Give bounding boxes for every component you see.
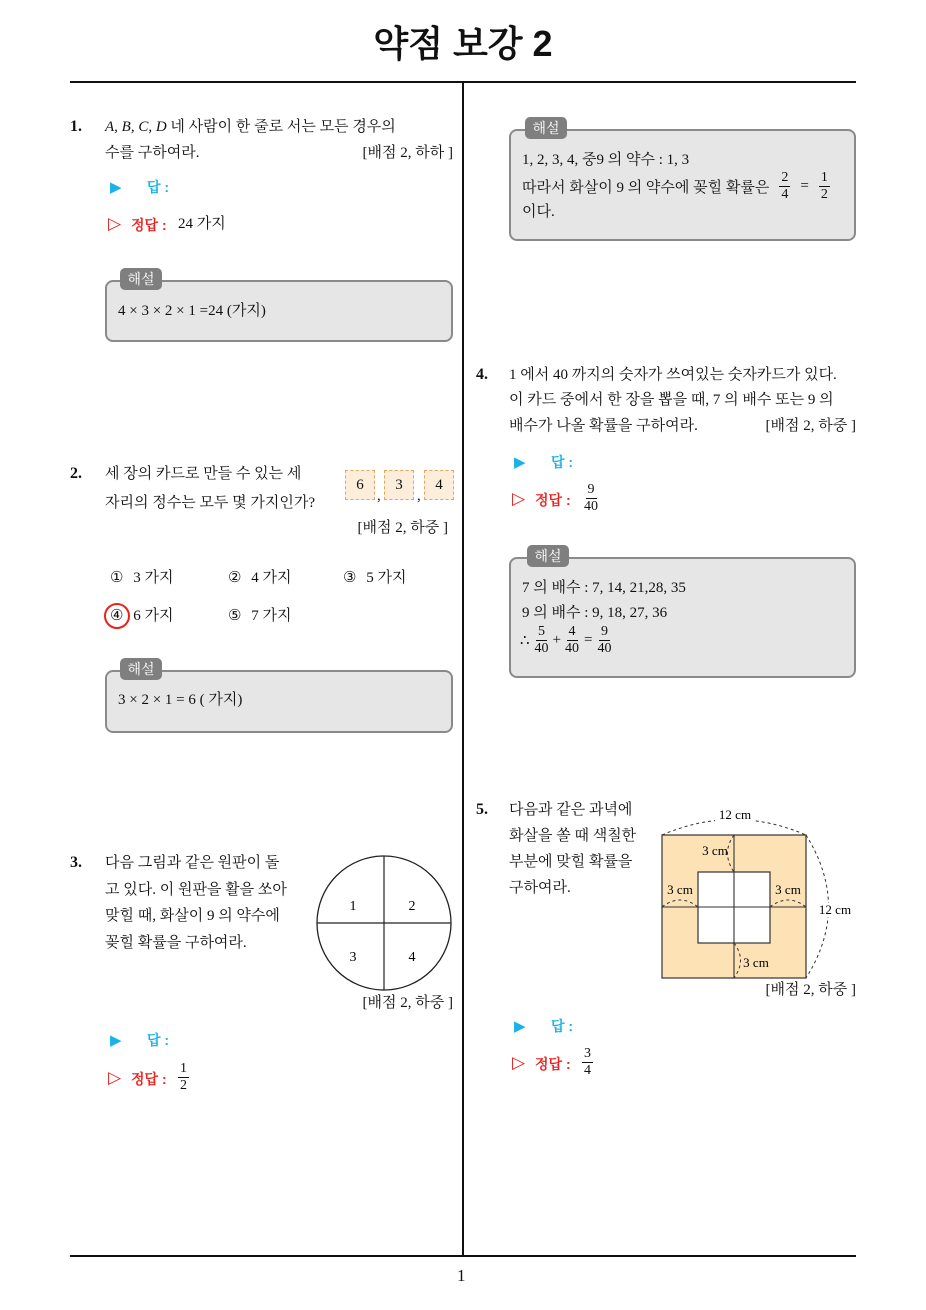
- fraction-numerator: 1: [180, 1061, 187, 1076]
- fraction-numerator: 3: [584, 1046, 591, 1061]
- problem-number: 5.: [476, 801, 488, 818]
- number-card: 6: [345, 470, 375, 500]
- explanation-fraction: [779, 170, 790, 203]
- width-dimension-label: 12 cm: [718, 807, 752, 822]
- problem-text-line: 세 장의 카드로 만들 수 있는 세: [105, 466, 302, 482]
- problem-number: 3.: [70, 854, 82, 871]
- answer-marker-icon: ▶: [514, 453, 526, 471]
- disk-sector-label: 4: [408, 950, 416, 965]
- fraction-numerator: 1: [820, 169, 828, 185]
- answer-label: 답 :: [551, 1018, 574, 1034]
- problem-text-line: 구하여라.: [509, 880, 571, 896]
- answer-label: 답 :: [147, 179, 170, 195]
- choice-marker: ⑤: [228, 608, 242, 624]
- problem-text-line: 맞힐 때, 화살이 9 의 약수에: [105, 908, 280, 924]
- choice-option-3: [343, 569, 406, 587]
- disk-sector-label: 1: [349, 899, 357, 914]
- score-tag: [배점 2, 하하 ]: [362, 145, 453, 161]
- problem-text-line: 이 카드 중에서 한 장을 뽑을 때, 7 의 배수 또는 9 의: [509, 392, 834, 408]
- score-tag: [배점 2, 하중 ]: [765, 982, 856, 998]
- left-margin-label: 3 cm: [667, 882, 693, 897]
- equals-sign: =: [584, 631, 593, 648]
- bottom-margin-label: 3 cm: [743, 955, 769, 970]
- problem-text-line: 꽂힐 확률을 구하여라.: [105, 935, 247, 951]
- explanation-tab: 해설: [527, 545, 569, 567]
- therefore-symbol: ∴: [520, 632, 530, 649]
- choice-option-2: [228, 569, 291, 587]
- explanation-equation-row: [520, 623, 613, 657]
- fraction-denominator: 2: [820, 186, 828, 202]
- correct-marker-icon: ▷: [512, 489, 526, 509]
- top-margin-label: 3 cm: [702, 843, 728, 858]
- correct-label: 정답 :: [535, 492, 571, 508]
- choice-marker: ③: [343, 570, 357, 586]
- problem-text-line: 다음과 같은 과녁에: [509, 802, 633, 818]
- answer-mark-circle: [104, 603, 130, 629]
- answer-marker-icon: ▶: [110, 178, 122, 196]
- choice-option-1: [110, 569, 173, 587]
- card-separator: ,: [417, 488, 421, 504]
- correct-answer-fraction: [582, 482, 600, 515]
- choice-marker: ②: [228, 570, 242, 586]
- problem-variables: A, B, C, D: [105, 119, 167, 135]
- equals-sign: =: [800, 177, 809, 194]
- right-margin-label: 3 cm: [775, 882, 801, 897]
- fraction-denominator: 40: [597, 640, 612, 656]
- fraction-denominator: 40: [534, 640, 549, 656]
- answer-label: 답 :: [551, 454, 574, 470]
- explanation-text: 따라서 화살이 9 의 약수에 꽂힐 확률은: [522, 179, 770, 196]
- choice-marker: ①: [110, 570, 124, 586]
- explanation-probability-row: [522, 169, 830, 203]
- explanation-tab: 해설: [120, 268, 162, 290]
- correct-label: 정답 :: [535, 1056, 571, 1072]
- choice-text: 4 가지: [251, 570, 292, 586]
- column-divider: [462, 82, 464, 1256]
- choice-text: 7 가지: [251, 608, 292, 624]
- page-title: 약점 보강 2: [373, 23, 553, 64]
- explanation-fraction: [819, 170, 830, 203]
- explanation-fraction: [595, 624, 613, 657]
- problem-text-line: 자리의 정수는 모두 몇 가지인가?: [105, 495, 316, 511]
- problem-text-line: [105, 118, 396, 136]
- score-tag: [배점 2, 하중 ]: [357, 520, 448, 536]
- problem-text-line: 고 있다. 이 원판을 활을 쏘아: [105, 882, 287, 898]
- correct-label: 정답 :: [131, 217, 167, 233]
- answer-marker-icon: ▶: [514, 1017, 526, 1035]
- fraction-denominator: 4: [781, 186, 789, 202]
- choice-option-5: [228, 607, 291, 625]
- spinning-disk-figure: [314, 853, 454, 993]
- correct-answer: 24 가지: [178, 216, 226, 232]
- disk-sector-label: 2: [408, 899, 416, 914]
- fraction-denominator: 40: [584, 499, 598, 514]
- problem-text: 네 사람이 한 줄로 서는 모든 경우의: [170, 119, 396, 135]
- height-dimension-label: 12 cm: [818, 902, 852, 917]
- fraction-numerator: 4: [568, 623, 576, 639]
- page-number: 1: [457, 1266, 466, 1285]
- explanation-text: 이다.: [522, 204, 555, 220]
- explanation-tab: 해설: [120, 658, 162, 680]
- answer-marker-icon: ▶: [110, 1031, 122, 1049]
- choice-marker: ④: [110, 608, 124, 624]
- explanation-tab: 해설: [525, 117, 567, 139]
- number-card: 3: [384, 470, 414, 500]
- correct-marker-icon: ▷: [108, 214, 122, 234]
- correct-marker-icon: ▷: [108, 1068, 122, 1088]
- target-figure: [655, 800, 855, 986]
- problem-text-line: 다음 그림과 같은 원판이 돌: [105, 855, 280, 871]
- fraction-numerator: 9: [600, 623, 608, 639]
- fraction-numerator: 9: [587, 482, 595, 497]
- problem-text-line: 부분에 맞힐 확률을: [509, 854, 633, 870]
- plus-sign: +: [552, 631, 562, 648]
- explanation-text: 4 × 3 × 2 × 1 =24 (가지): [118, 303, 266, 319]
- footer-rule: [70, 1255, 856, 1257]
- choice-text: 3 가지: [133, 570, 174, 586]
- choice-text: 5 가지: [366, 570, 407, 586]
- fraction-denominator: 4: [584, 1063, 591, 1078]
- problem-number: 4.: [476, 366, 488, 383]
- problem-number: 2.: [70, 465, 82, 482]
- explanation-text: 1, 2, 3, 4, 중9 의 약수 : 1, 3: [522, 152, 690, 168]
- problem-text-line: 1 에서 40 까지의 숫자가 쓰여있는 숫자카드가 있다.: [509, 367, 837, 383]
- fraction-denominator: 40: [565, 640, 580, 656]
- score-tag: [배점 2, 하중 ]: [765, 418, 856, 434]
- card-separator: ,: [377, 488, 381, 504]
- disk-sector-label: 3: [349, 950, 357, 965]
- fraction-numerator: 5: [538, 623, 546, 639]
- correct-answer-fraction: [178, 1061, 189, 1094]
- fraction-denominator: 2: [180, 1078, 187, 1093]
- score-tag: [배점 2, 하중 ]: [362, 995, 453, 1011]
- fraction-numerator: 2: [781, 169, 789, 185]
- answer-label: 답 :: [147, 1032, 170, 1048]
- correct-label: 정답 :: [131, 1071, 167, 1087]
- explanation-fraction: [533, 624, 551, 657]
- choice-text: 6 가지: [133, 608, 174, 624]
- problem-text-line: 화살을 쏠 때 색칠한: [509, 828, 637, 844]
- explanation-text: 7 의 배수 : 7, 14, 21,28, 35: [522, 580, 686, 596]
- explanation-fraction: [563, 624, 581, 657]
- explanation-text: 3 × 2 × 1 = 6 ( 가지): [118, 692, 243, 708]
- number-card: 4: [424, 470, 454, 500]
- problem-number: 1.: [70, 118, 82, 135]
- problem-text-line: 배수가 나올 확률을 구하여라.: [509, 418, 698, 434]
- explanation-text: 9 의 배수 : 9, 18, 27, 36: [522, 605, 668, 621]
- correct-answer-fraction: [582, 1046, 593, 1079]
- correct-marker-icon: ▷: [512, 1053, 526, 1073]
- problem-text-line: 수를 구하여라.: [105, 145, 200, 161]
